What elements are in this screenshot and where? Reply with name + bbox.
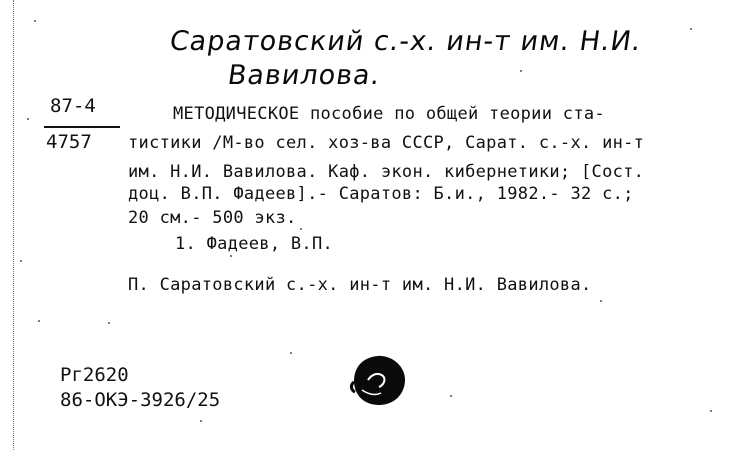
footer-code-1: Рг2620 [60,364,129,386]
added-entry-author: 1. Фадеев, В.П. [175,234,334,254]
added-entry-institution: П. Саратовский с.-х. ин-т им. Н.И. Вавилова. [128,275,592,295]
entry-line-2: тистики /М-во сел. хоз-ва СССР, Сарат. с.-х. ин-т [128,133,645,153]
entry-line-1: МЕТОДИЧЕСКОЕ пособие по общей теории ста- [173,104,605,124]
handwritten-heading-line-2: Вавилова. [225,60,383,91]
entry-line-3: им. Н.И. Вавилова. Каф. экон. кибернетики; [Сост. [128,162,645,182]
card-margin-rule [13,0,14,450]
entry-line-5: 20 см.- 500 экз. [128,208,297,228]
call-number-divider [44,126,120,128]
call-number-bottom: 4757 [46,131,92,153]
entry-line-4: доц. В.П. Фадеев].- Саратов: Б.и., 1982.- 32 с.; [128,184,634,204]
ink-blot-stamp [348,352,408,408]
handwritten-heading-line-1: Саратовский с.-х. ин-т им. Н.И. [167,26,644,57]
footer-code-2: 86-ОКЭ-3926/25 [60,389,221,411]
call-number-top: 87-4 [50,95,96,117]
